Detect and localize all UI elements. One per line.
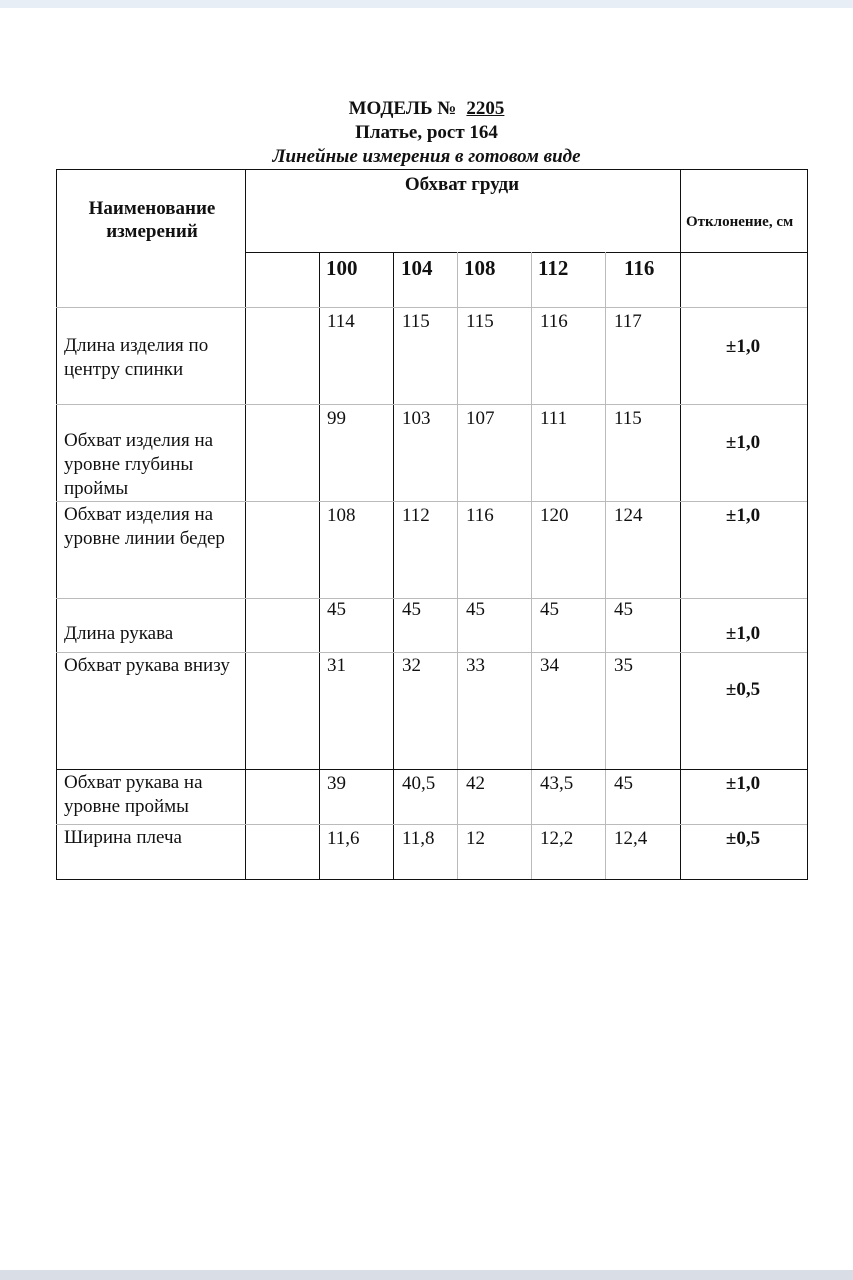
deviation-header: Отклонение, см xyxy=(686,214,794,230)
measurement-value: 120 xyxy=(540,505,569,526)
subtitle: Платье, рост 164 xyxy=(355,122,498,143)
deviation-value: ±1,0 xyxy=(725,773,761,794)
deviation-value: ±0,5 xyxy=(725,679,761,700)
size-header: 112 xyxy=(538,256,569,280)
measurement-value: 103 xyxy=(402,408,431,429)
measurement-value: 45 xyxy=(614,599,633,620)
measurement-value: 112 xyxy=(402,505,430,526)
bottom-edge xyxy=(0,1270,853,1280)
measurement-value: 34 xyxy=(540,655,559,676)
row-divider xyxy=(56,652,807,653)
measurement-value: 40,5 xyxy=(402,773,436,794)
measurement-value: 99 xyxy=(327,408,346,429)
table-border-top xyxy=(56,169,807,170)
measurement-value: 39 xyxy=(327,773,346,794)
measurement-value: 43,5 xyxy=(540,773,574,794)
measurement-value: 107 xyxy=(466,408,495,429)
name-header: Наименование измерений xyxy=(88,198,216,242)
col-divider xyxy=(531,252,532,879)
table-border-right xyxy=(807,169,808,879)
deviation-value: ±1,0 xyxy=(725,336,761,357)
table-border-left xyxy=(56,169,57,879)
deviation-value: ±1,0 xyxy=(725,505,761,526)
measurement-value: 11,6 xyxy=(327,828,360,849)
col-divider xyxy=(605,252,606,879)
model-label: МОДЕЛЬ № xyxy=(348,98,457,119)
size-row-divider xyxy=(245,252,680,253)
row-divider xyxy=(56,598,807,599)
measurement-value: 116 xyxy=(540,311,568,332)
size-header: 116 xyxy=(624,256,655,280)
measurement-value: 115 xyxy=(466,311,494,332)
size-header: 108 xyxy=(464,256,496,280)
row-divider xyxy=(56,769,807,770)
measurement-value: 115 xyxy=(402,311,430,332)
measurement-value: 12,4 xyxy=(614,828,648,849)
measurement-value: 117 xyxy=(614,311,642,332)
measurement-value: 45 xyxy=(327,599,346,620)
measurement-value: 45 xyxy=(540,599,559,620)
col-divider xyxy=(457,252,458,879)
measurement-value: 111 xyxy=(540,408,568,429)
row-divider xyxy=(56,404,807,405)
measurement-value: 32 xyxy=(402,655,421,676)
measurement-value: 114 xyxy=(327,311,355,332)
size-header: 104 xyxy=(401,256,433,280)
measurement-value: 31 xyxy=(327,655,346,676)
measurement-name: Длина рукава xyxy=(64,623,174,644)
measurement-name: Обхват рукава на уровне проймы xyxy=(64,772,203,817)
measurement-value: 108 xyxy=(327,505,356,526)
chest-header: Обхват груди xyxy=(404,174,520,195)
caption: Линейные измерения в готовом виде xyxy=(272,146,581,167)
deviation-value: ±0,5 xyxy=(725,828,761,849)
col-divider xyxy=(680,169,681,879)
measurement-value: 45 xyxy=(614,773,633,794)
measurement-name: Обхват рукава внизу xyxy=(64,655,230,676)
col-divider xyxy=(245,169,246,879)
measurement-value: 116 xyxy=(466,505,494,526)
deviation-value: ±1,0 xyxy=(725,432,761,453)
measurement-name: Обхват изделия на уровне глубины проймы xyxy=(64,430,214,499)
table-border-bottom xyxy=(56,879,808,880)
row-divider xyxy=(56,501,807,502)
col-divider xyxy=(393,252,394,879)
measurement-value: 42 xyxy=(466,773,485,794)
measurement-name: Ширина плеча xyxy=(64,827,182,848)
measurement-name: Длина изделия по центру спинки xyxy=(64,335,209,380)
measurement-value: 45 xyxy=(466,599,485,620)
deviation-value: ±1,0 xyxy=(725,623,761,644)
col-divider xyxy=(319,252,320,879)
row-divider xyxy=(56,824,807,825)
model-number: 2205 xyxy=(466,98,505,119)
measurement-value: 11,8 xyxy=(402,828,435,849)
size-row-divider xyxy=(680,252,807,253)
measurement-value: 124 xyxy=(614,505,643,526)
measurement-name: Обхват изделия на уровне линии бедер xyxy=(64,504,225,549)
measurement-value: 115 xyxy=(614,408,642,429)
measurement-value: 33 xyxy=(466,655,485,676)
measurement-value: 12,2 xyxy=(540,828,574,849)
size-header: 100 xyxy=(326,256,358,280)
measurement-value: 12 xyxy=(466,828,485,849)
measurement-value: 35 xyxy=(614,655,633,676)
measurement-value: 45 xyxy=(402,599,421,620)
row-divider xyxy=(56,307,807,308)
